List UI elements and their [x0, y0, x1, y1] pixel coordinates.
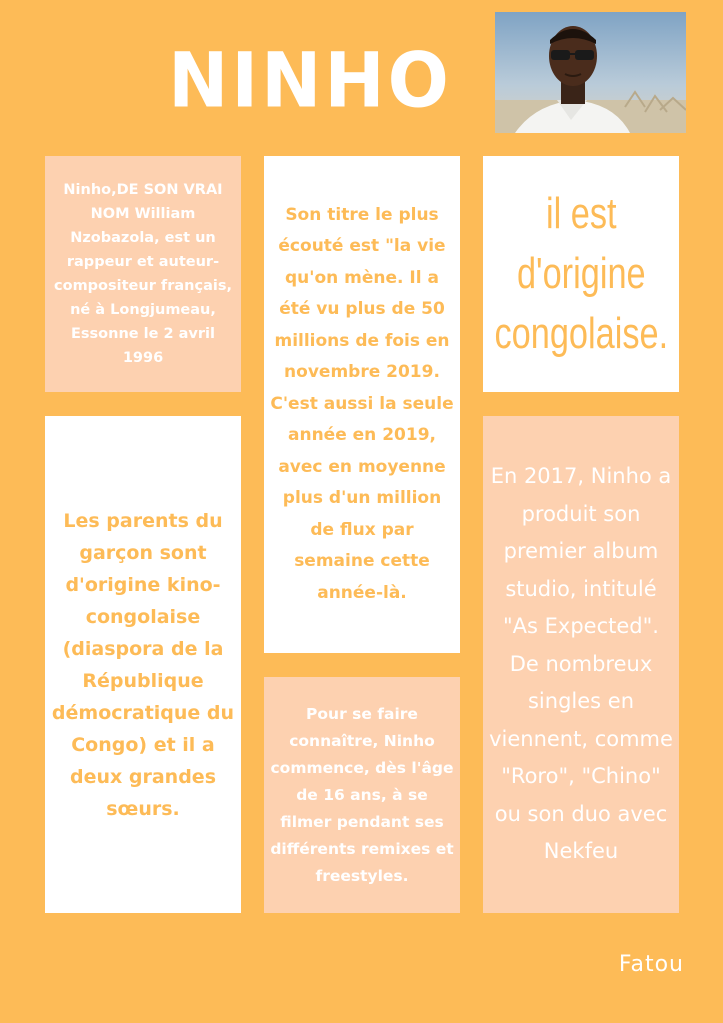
parents-text: Les parents du garçon sont d'origine kino-congolaise (diaspora de la République démocratique du Congo) et il a deux grandes sœurs. — [51, 509, 235, 820]
album-text: En 2017, Ninho a produit son premier album studio, intitulé "As Expected". De nombreux singles en viennent, comme "Roro", "Chino" ou son duo avec Nekfeu — [489, 464, 673, 864]
hit-text: Son titre le plus écouté est "la vie qu'on mène. Il a été vu plus de 50 millions de fois en novembre 2019. C'est aussi la seule année en 2019, avec en moyenne plus d'un million de flux par semaine cette année-là. — [270, 204, 454, 603]
hit-box — [264, 156, 460, 653]
album-box — [483, 416, 679, 913]
start-box — [264, 677, 460, 913]
start-text: Pour se faire connaître, Ninho commence, dès l'âge de 16 ans, à se filmer pendant ses différents remixes et freestyles. — [270, 704, 454, 885]
parents-box — [45, 416, 241, 913]
origin-box — [483, 156, 679, 392]
bio-box — [45, 156, 241, 392]
author-signature: Fatou — [618, 952, 684, 977]
origin-text: il est d'origine congolaise. — [494, 189, 668, 358]
artist-photo — [495, 12, 686, 133]
bio-text: Ninho,DE SON VRAI NOM William Nzobazola, est un rappeur et auteur-compositeur français, né à Longjumeau, Essonne le 2 avril 1996 — [54, 182, 232, 366]
page-title: NINHO — [168, 35, 452, 125]
